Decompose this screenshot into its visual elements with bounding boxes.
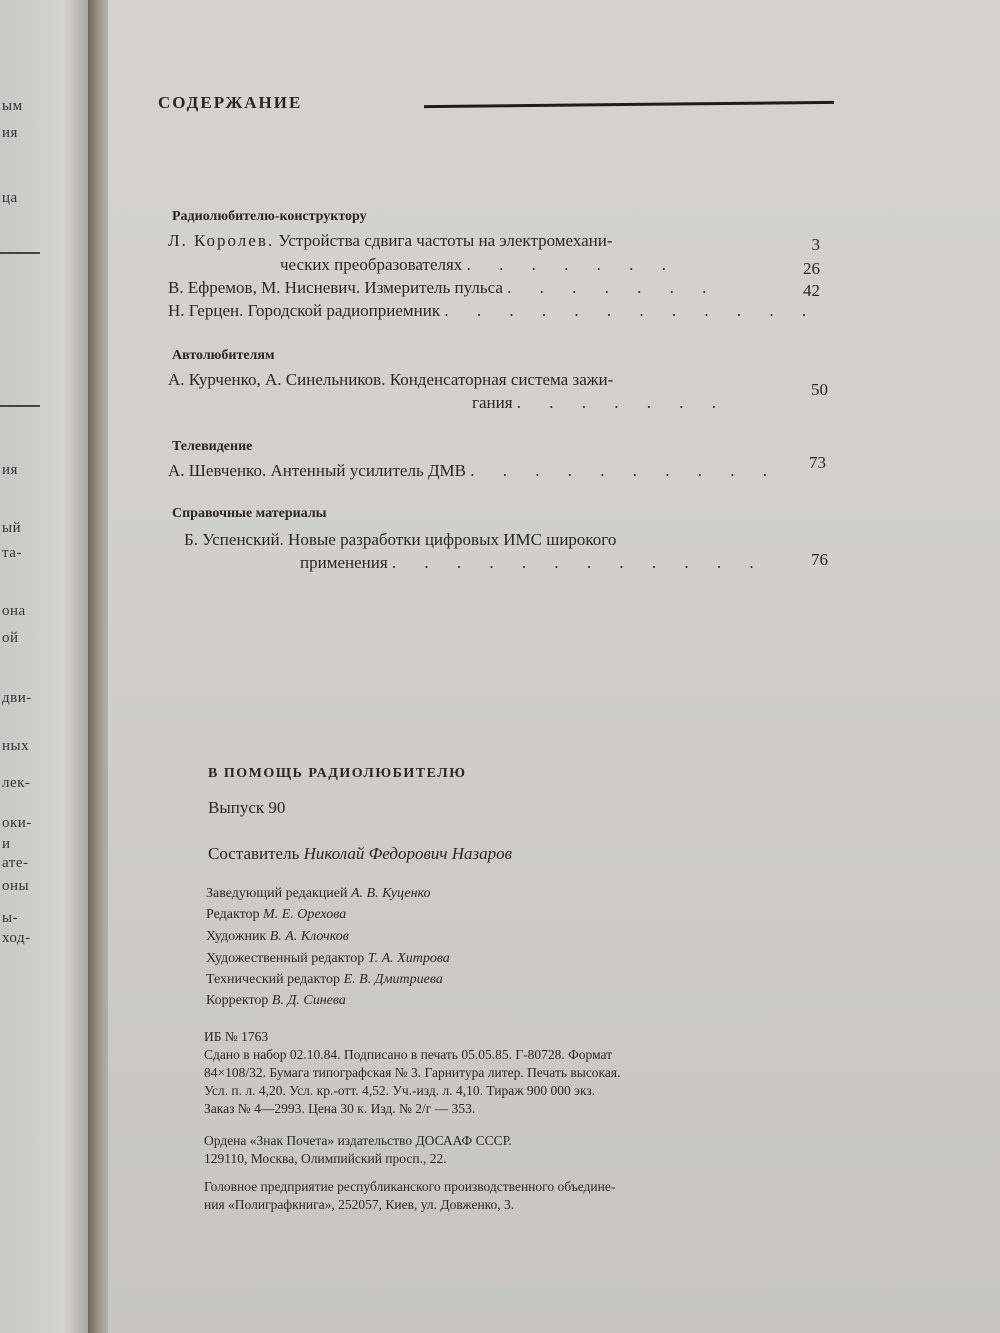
credit-role: Художник — [206, 929, 267, 944]
page-number: 50 — [811, 380, 828, 399]
entry-author: Б. Успенский. — [184, 530, 284, 549]
credit-role: Корректор — [206, 993, 269, 1008]
credit-line — [206, 907, 346, 923]
entry-author: Н. Герцен. — [168, 301, 244, 320]
imprint-line: Усл. п. л. 4,20. Усл. кр.-отт. 4,52. Уч.-изд. л. 4,10. Тираж 900 000 экз. — [204, 1083, 596, 1098]
left-page-fragment: лек- — [2, 775, 31, 791]
leader-dots: . . . . . . . . . . . . — [444, 301, 819, 320]
imprint-line: ИБ № 1763 — [204, 1029, 269, 1044]
entry-author: Л. Королев. — [168, 231, 275, 250]
credit-line — [206, 886, 431, 902]
entry-author: В. Ефремов, М. Нисневич. — [168, 278, 361, 297]
left-page — [0, 0, 90, 1333]
toc-entry-line — [168, 278, 718, 298]
left-page-fragment: оны — [2, 878, 30, 894]
left-page-rule — [0, 405, 40, 407]
left-page-fragment: ы- — [2, 910, 19, 926]
left-page-fragment: ой — [2, 630, 19, 646]
credit-name: Т. А. Хитрова — [367, 951, 450, 966]
credit-role: Редактор — [206, 907, 260, 922]
toc-entry-line — [168, 301, 818, 321]
publisher-line: Ордена «Знак Почета» издательство ДОСААФ СССР. — [204, 1133, 512, 1148]
credit-line — [206, 929, 349, 945]
entry-title: Городской радиоприемник — [247, 301, 441, 320]
entry-title: гания — [472, 393, 513, 412]
leader-dots: . . . . . . . — [507, 278, 719, 297]
left-page-fragment: и — [2, 836, 11, 852]
section-title: Автолюбителям — [172, 348, 275, 363]
page-number: 73 — [809, 453, 826, 472]
left-page-fragment: ца — [2, 190, 18, 206]
left-page-rule — [0, 252, 40, 254]
page-number: 3 — [811, 235, 820, 254]
entry-author: А. Шевченко. — [168, 461, 267, 480]
left-page-fragment: ый — [2, 520, 22, 536]
printer-line: Головное предприятие республиканского производственного объедине- — [204, 1179, 616, 1194]
credit-name: Е. В. Дмитриева — [343, 972, 443, 987]
toc-heading: СОДЕРЖАНИЕ — [158, 93, 303, 112]
toc-entry-line — [168, 461, 779, 481]
printer-line: ния «Полиграфкнига», 252057, Киев, ул. Довженко, 3. — [204, 1197, 515, 1212]
toc-entry-line — [300, 553, 766, 573]
left-page-fragment: она — [2, 603, 26, 619]
left-page-fragment: та- — [2, 545, 22, 561]
left-page-fragment: ия — [2, 462, 18, 478]
compiler-name: Николай Федорович Назаров — [303, 844, 513, 863]
credit-line — [206, 972, 443, 988]
toc-entry-line — [472, 393, 728, 413]
left-page-fragment: ия — [2, 125, 18, 141]
credit-name: В. Д. Синева — [271, 993, 346, 1008]
entry-title: Измеритель пульса — [364, 278, 503, 297]
credit-role: Художественный редактор — [206, 951, 365, 966]
toc-entry-line — [184, 530, 616, 550]
page-number: 42 — [803, 281, 820, 300]
imprint-line: Сдано в набор 02.10.84. Подписано в печать 05.05.85. Г-80728. Формат — [204, 1047, 613, 1062]
publisher-line: 129110, Москва, Олимпийский просп., 22. — [204, 1151, 447, 1166]
leader-dots: . . . . . . . — [516, 393, 729, 412]
series-title: В ПОМОЩЬ РАДИОЛЮБИТЕЛЮ — [208, 766, 467, 781]
section-title: Радиолюбителю-конструктору — [172, 209, 367, 224]
credit-role: Технический редактор — [206, 972, 341, 987]
left-page-fragment: дви- — [2, 690, 32, 706]
entry-title: Конденсаторная система зажи- — [389, 370, 614, 389]
credit-name: А. В. Куценко — [351, 886, 431, 901]
left-page-fragment: ных — [2, 738, 30, 754]
left-page-fragment: ате- — [2, 855, 29, 871]
entry-author: А. Курченко, А. Синельников. — [168, 370, 386, 389]
leader-dots: . . . . . . . . . . — [470, 461, 780, 480]
heading-rule — [424, 101, 834, 108]
toc-entry-line — [168, 370, 613, 390]
left-page-fragment: оки- — [2, 815, 32, 831]
credit-name: М. Е. Орехова — [263, 907, 347, 922]
leader-dots: . . . . . . . . . . . . — [391, 553, 766, 572]
entry-title: Антенный усилитель ДМВ — [270, 461, 467, 480]
imprint-line: Заказ № 4—2993. Цена 30 к. Изд. № 2/г — 353. — [204, 1101, 476, 1116]
compiler-label: Составитель — [208, 844, 300, 863]
issue-number: Выпуск 90 — [208, 798, 286, 817]
leader-dots: . . . . . . . — [466, 255, 678, 274]
left-page-fragment: ход- — [2, 930, 31, 946]
credit-name: В. А. Клочков — [269, 929, 349, 944]
section-title: Справочные материалы — [172, 506, 327, 521]
toc-entry-line — [280, 255, 678, 275]
page-number: 76 — [811, 550, 828, 569]
left-page-fragment: ым — [2, 98, 23, 114]
credit-role: Заведующий редакцией — [206, 886, 348, 901]
credit-line — [206, 951, 450, 967]
toc-entry-line — [168, 231, 613, 251]
credit-line — [206, 993, 346, 1009]
entry-title: применения — [300, 553, 388, 572]
imprint-line: 84×108/32. Бумага типографская № 3. Гарнитура литер. Печать высокая. — [204, 1065, 621, 1080]
page-number: 26 — [803, 259, 820, 278]
entry-title: Устройства сдвига частоты на электромехани- — [278, 231, 613, 250]
entry-title: ческих преобразователях — [280, 255, 463, 274]
entry-title: Новые разработки цифровых ИМС широкого — [288, 530, 617, 549]
book-page — [108, 0, 1000, 1333]
compiler-line — [208, 844, 512, 864]
section-title: Телевидение — [172, 439, 253, 454]
